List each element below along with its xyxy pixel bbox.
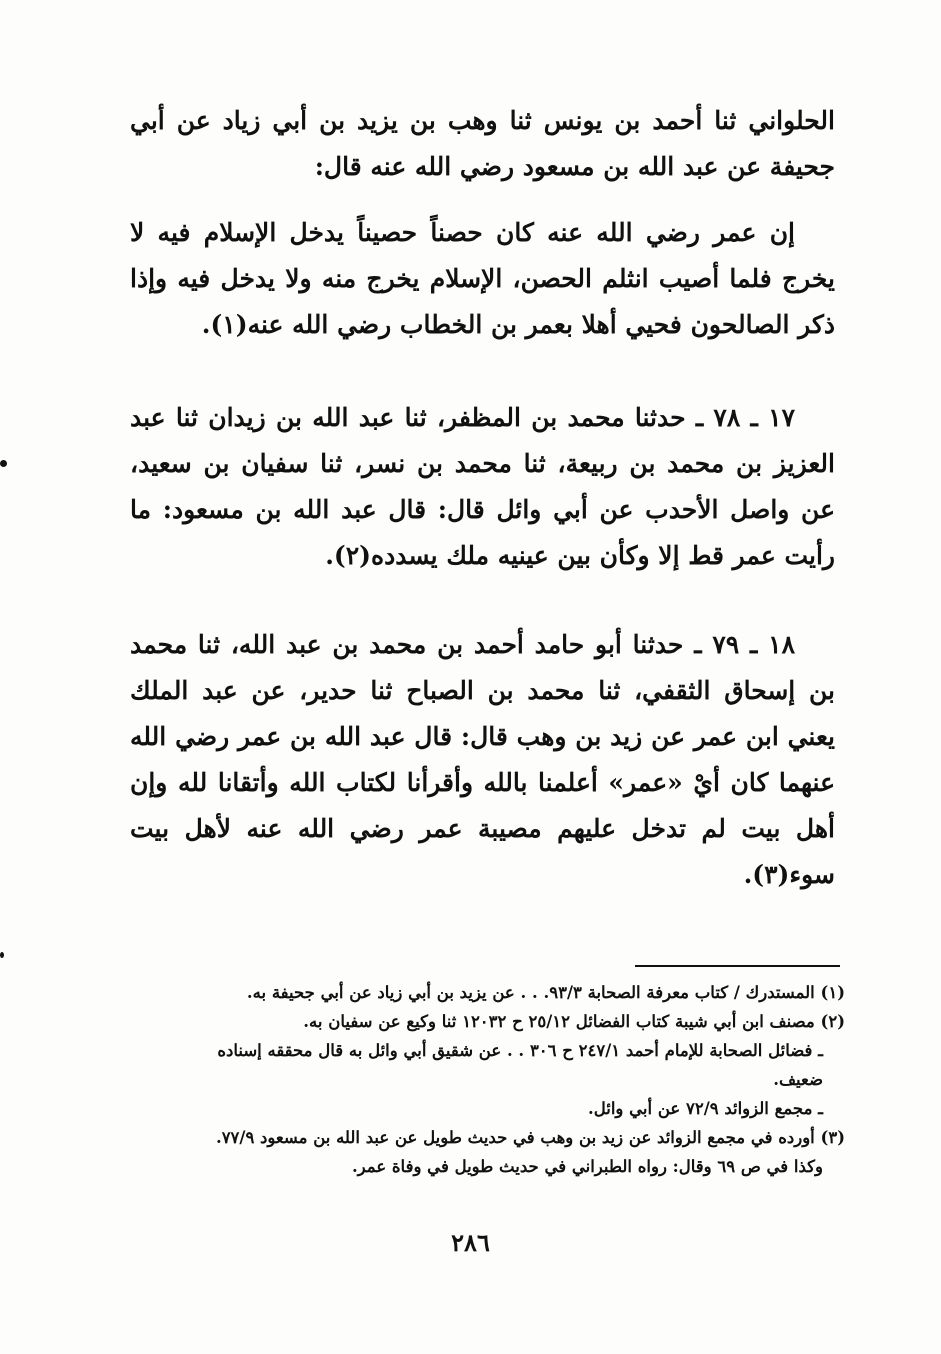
footnote-2-sub-1-continuation: ضعيف. [773, 1070, 823, 1089]
footnotes [150, 978, 845, 1181]
footnote-2: (٢) مصنف ابن أبي شيبة كتاب الفضائل ٢٥/١٢ ح ١٢٠٣٢ ثنا وكيع عن سفيان به. [303, 1012, 845, 1031]
footnote-1: (١) المستدرك / كتاب معرفة الصحابة ٩٣/٣. . . عن يزيد بن أبي زياد عن أبي جحيفة به. [246, 983, 845, 1002]
paragraph-hadith-18-79 [130, 622, 835, 898]
paragraph-isnad-opening [130, 98, 835, 190]
paragraph-text: الحلواني ثنا أحمد بن يونس ثنا وهب بن يزيد بن أبي زياد عن أبي جحيفة عن عبد الله بن مسعود رضي الله عنه قال: [130, 106, 835, 181]
paragraph-text: ١٧ ـ ٧٨ ـ حدثنا محمد بن المظفر، ثنا عبد الله بن زيدان ثنا عبد العزيز بن محمد بن ربيعة، ثنا محمد بن نسر، ثنا سفيان بن سعيد، عن واصل الأحدب عن أبي وائل قال: قال عبد الله بن مسعود: ما رأيت عمر قط إلا وكأن بين عينيه ملك يسدده(٢). [130, 403, 835, 570]
scan-margin-mark [0, 460, 7, 467]
footnote-3-continuation: وكذا في ص ٦٩ وقال: رواه الطبراني في حديث طويل في وفاة عمر. [351, 1157, 823, 1176]
footnote-3: (٣) أورده في مجمع الزوائد عن زيد بن وهب في حديث طويل عن عبد الله بن مسعود ٧٧/٩. [215, 1128, 845, 1147]
footnote-2-sub-1: ـ فضائل الصحابة للإمام أحمد ٢٤٧/١ ح ٣٠٦ . . عن شقيق أبي وائل به قال محققه إسناده [217, 1041, 823, 1060]
page-number: ٢٨٦ [451, 1228, 490, 1257]
paragraph-text: إن عمر رضي الله عنه كان حصناً حصيناً يدخل الإسلام فيه لا يخرج فلما أصيب انثلم الحصن، الإسلام يخرج منه ولا يدخل فيه وإذا ذكر الصالحون فحيي أهلا بعمر بن الخطاب رضي الله عنه(١). [130, 218, 835, 339]
scan-margin-mark [0, 952, 4, 958]
paragraph-text: ١٨ ـ ٧٩ ـ حدثنا أبو حامد أحمد بن محمد بن عبد الله، ثنا محمد بن إسحاق الثقفي، ثنا محمد بن الصباح ثنا حدير، عن عبد الملك يعني ابن عمر عن زيد بن وهب قال: قال عبد الله بن عمر رضي الله عنهما كان أيْ «عمر» أعلمنا بالله وأقرأنا لكتاب الله وأتقانا لله وإن أهل بيت لم تدخل عليهم مصيبة عمر رضي الله عنه لأهل بيت سوء(٣). [130, 630, 835, 889]
footnote-separator [635, 965, 840, 967]
paragraph-hadith-17-78 [130, 395, 835, 579]
footnote-2-sub-2: ـ مجمع الزوائد ٧٢/٩ عن أبي وائل. [588, 1099, 823, 1118]
paragraph-quote-fortress [130, 210, 835, 348]
